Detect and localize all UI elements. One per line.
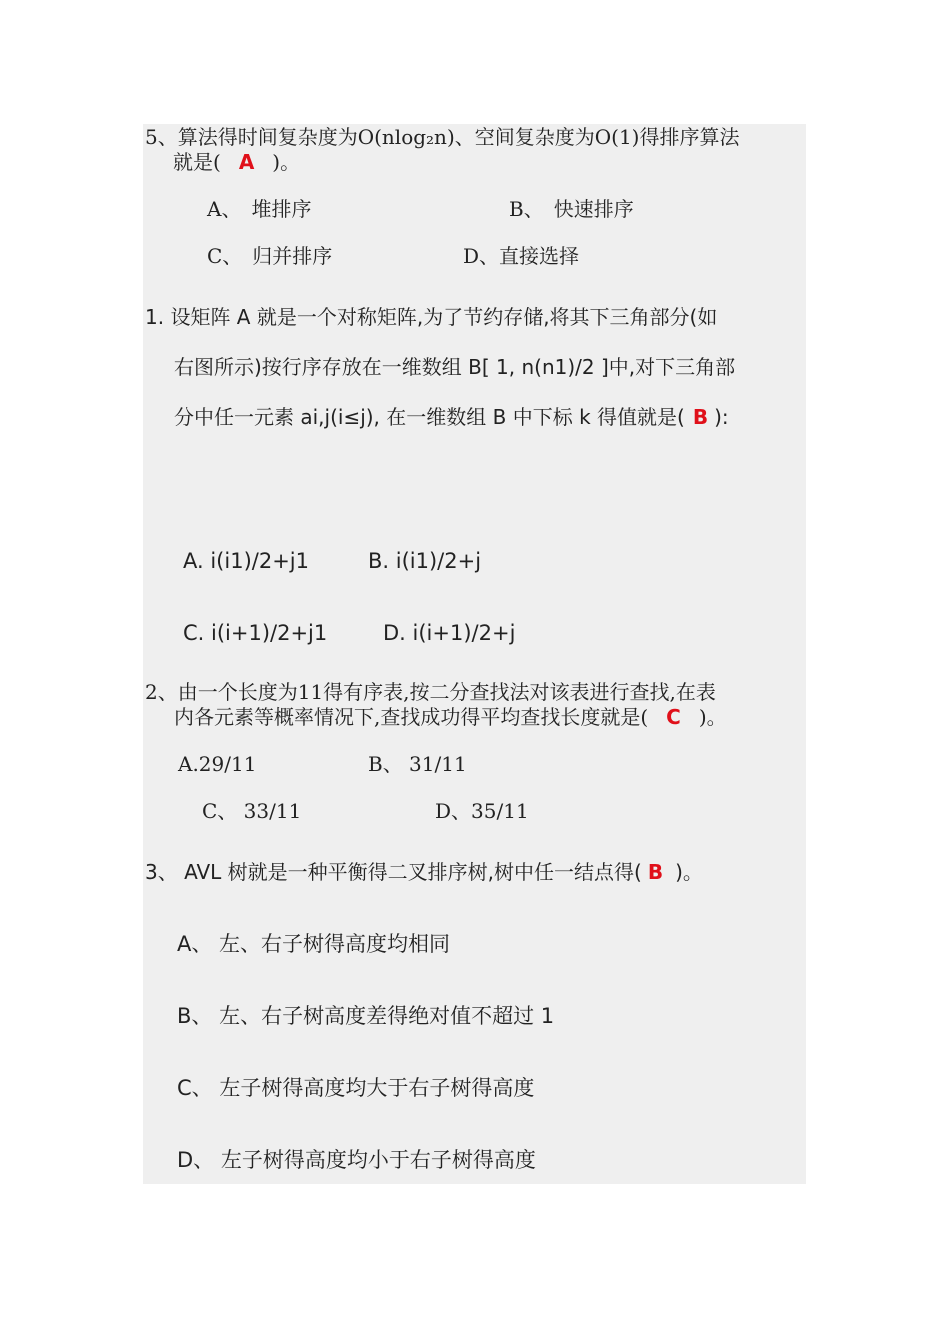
q5-option-d: D、直接选择	[463, 244, 580, 268]
q1-stem-line2: 右图所示)按行序存放在一维数组 B[ 1, n(n1)/2 ]中,对下三角部	[174, 355, 736, 379]
q1-option-a: A. i(i1)/2+j1	[183, 549, 309, 573]
q2-stem-line1: 2、由一个长度为11得有序表,按二分查找法对该表进行查找,在表	[145, 680, 716, 704]
q1-stem-post: ):	[714, 405, 729, 429]
q5-stem-post: )。	[272, 150, 301, 174]
q2-stem-post: )。	[698, 705, 727, 729]
q3-option-d: D、 左子树得高度均小于右子树得高度	[177, 1148, 536, 1172]
q2-option-c: C、 33/11	[202, 799, 302, 823]
q3-stem-line1	[145, 860, 703, 884]
q5-answer: A	[238, 150, 255, 174]
q3-stem-post: )。	[675, 860, 703, 884]
q2-stem-pre: 内各元素等概率情况下,查找成功得平均查找长度就是(	[174, 705, 649, 729]
q2-option-d: D、35/11	[435, 799, 529, 823]
q1-option-c: C. i(i+1)/2+j1	[183, 621, 328, 645]
q1-stem-line3	[174, 405, 729, 429]
q3-option-b: B、 左、右子树高度差得绝对值不超过 1	[177, 1004, 555, 1028]
q1-stem-pre: 分中任一元素 ai,j(i≤j), 在一维数组 B 中下标 k 得值就是(	[174, 405, 685, 429]
q1-answer: B	[692, 405, 709, 429]
q1-option-b: B. i(i1)/2+j	[368, 549, 482, 573]
q2-option-a: A.29/11	[178, 752, 257, 776]
q1-option-d: D. i(i+1)/2+j	[383, 621, 516, 645]
q3-stem-pre: 3、 AVL 树就是一种平衡得二叉排序树,树中任一结点得(	[145, 860, 642, 884]
q5-option-c: C、 归并排序	[207, 244, 333, 268]
q1-stem-line1: 1. 设矩阵 A 就是一个对称矩阵,为了节约存储,将其下三角部分(如	[145, 305, 718, 329]
q2-option-b: B、 31/11	[368, 752, 467, 776]
q2-stem-line2	[174, 705, 727, 729]
q5-stem-line1: 5、算法得时间复杂度为O(nlog₂n)、空间复杂度为O(1)得排序算法	[145, 125, 740, 149]
q5-option-b: B、 快速排序	[509, 197, 634, 221]
q5-stem-line2	[173, 150, 300, 174]
q3-answer: B	[647, 860, 664, 884]
q3-option-a: A、 左、右子树得高度均相同	[177, 932, 451, 956]
q3-option-c: C、 左子树得高度均大于右子树得高度	[177, 1076, 535, 1100]
q2-answer: C	[666, 705, 681, 729]
q5-option-a: A、 堆排序	[207, 197, 312, 221]
q5-stem-pre: 就是(	[173, 150, 221, 174]
